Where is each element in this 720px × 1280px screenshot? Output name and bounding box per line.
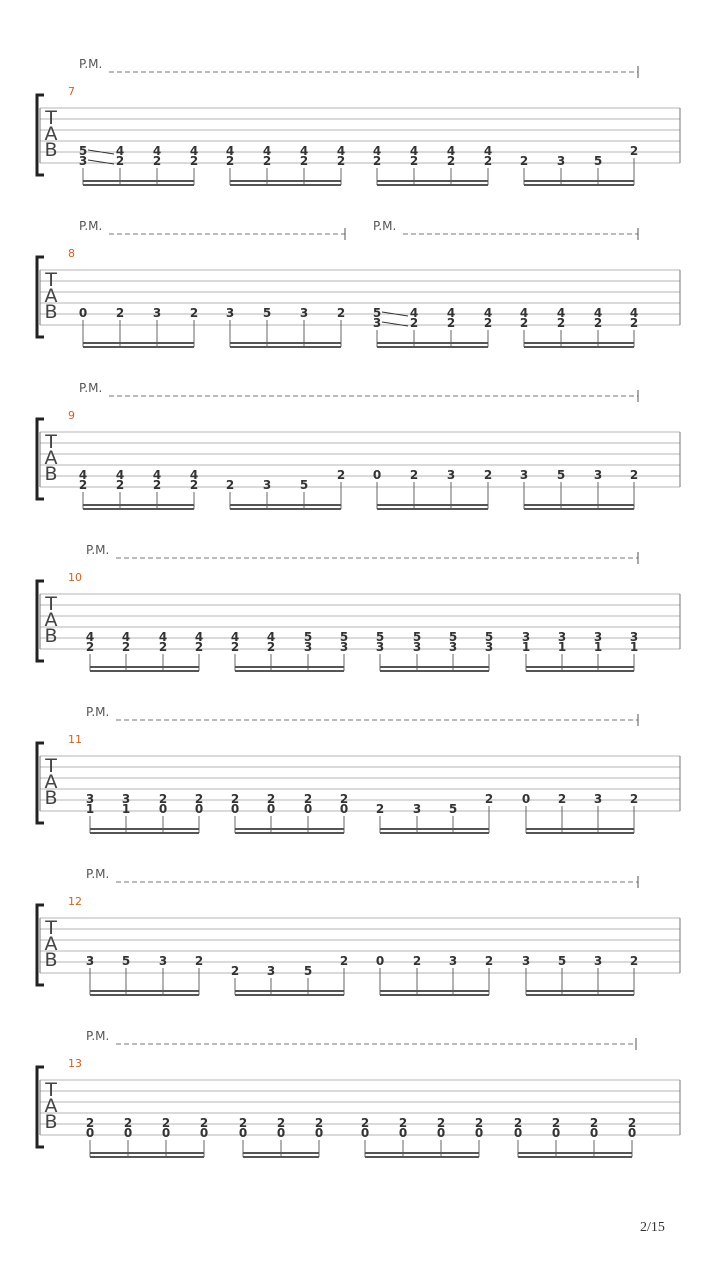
beam bbox=[377, 184, 488, 186]
tab-clef-letter: B bbox=[44, 301, 58, 323]
fret-number: 2 bbox=[519, 154, 529, 168]
fret-number: 4 bbox=[483, 144, 493, 158]
fret-number: 2 bbox=[314, 1116, 324, 1130]
fret-number: 5 bbox=[78, 144, 88, 158]
measure-number: 12 bbox=[68, 895, 82, 908]
fret-number: 0 bbox=[199, 1126, 209, 1140]
beam bbox=[90, 994, 199, 996]
fret-number: 3 bbox=[629, 630, 639, 644]
beam bbox=[524, 184, 634, 186]
beam bbox=[380, 832, 489, 834]
tab-system bbox=[37, 381, 680, 510]
fret-number: 4 bbox=[409, 144, 419, 158]
tab-clef-letter: B bbox=[44, 787, 58, 809]
fret-number: 5 bbox=[557, 954, 567, 968]
fret-number: 5 bbox=[484, 630, 494, 644]
beam bbox=[230, 180, 341, 182]
tab-clef-letter: A bbox=[44, 771, 58, 793]
fret-number: 0 bbox=[551, 1126, 561, 1140]
fret-number: 2 bbox=[409, 154, 419, 168]
fret-number: 2 bbox=[230, 792, 240, 806]
fret-number: 2 bbox=[372, 154, 382, 168]
tab-clef-letter: T bbox=[45, 917, 57, 939]
fret-number: 3 bbox=[121, 792, 131, 806]
fret-number: 4 bbox=[446, 306, 456, 320]
beam bbox=[526, 832, 634, 834]
fret-number: 2 bbox=[589, 1116, 599, 1130]
fret-number: 4 bbox=[152, 144, 162, 158]
tab-clef-letter: B bbox=[44, 625, 58, 647]
fret-number: 3 bbox=[372, 316, 382, 330]
fret-number: 3 bbox=[339, 640, 349, 654]
fret-number: 5 bbox=[375, 630, 385, 644]
fret-number: 2 bbox=[339, 792, 349, 806]
fret-number: 3 bbox=[557, 630, 567, 644]
fret-number: 2 bbox=[121, 640, 131, 654]
tab-clef-letter: A bbox=[44, 933, 58, 955]
fret-number: 3 bbox=[593, 630, 603, 644]
fret-number: 3 bbox=[85, 954, 95, 968]
fret-number: 4 bbox=[85, 630, 95, 644]
beam bbox=[83, 180, 194, 182]
fret-number: 3 bbox=[521, 630, 531, 644]
fret-number: 0 bbox=[303, 802, 313, 816]
fret-number: 3 bbox=[448, 954, 458, 968]
fret-number: 2 bbox=[398, 1116, 408, 1130]
tab-clef-letter: T bbox=[45, 269, 57, 291]
fret-number: 5 bbox=[556, 468, 566, 482]
fret-number: 2 bbox=[483, 468, 493, 482]
tab-system bbox=[37, 543, 680, 672]
fret-number: 0 bbox=[372, 468, 382, 482]
tab-system bbox=[37, 1029, 680, 1158]
fret-number: 2 bbox=[238, 1116, 248, 1130]
fret-number: 4 bbox=[115, 468, 125, 482]
fret-number: 2 bbox=[551, 1116, 561, 1130]
fret-number: 2 bbox=[483, 316, 493, 330]
fret-number: 4 bbox=[78, 468, 88, 482]
beam bbox=[90, 666, 199, 668]
fret-number: 2 bbox=[194, 792, 204, 806]
fret-number: 0 bbox=[589, 1126, 599, 1140]
tab-clef-letter: B bbox=[44, 949, 58, 971]
fret-number: 2 bbox=[629, 954, 639, 968]
beam bbox=[524, 346, 634, 348]
beam bbox=[83, 504, 194, 506]
beam bbox=[90, 1152, 204, 1154]
beam bbox=[90, 832, 199, 834]
fret-number: 0 bbox=[238, 1126, 248, 1140]
beam bbox=[230, 184, 341, 186]
fret-number: 0 bbox=[85, 1126, 95, 1140]
fret-number: 3 bbox=[446, 468, 456, 482]
fret-number: 2 bbox=[629, 144, 639, 158]
fret-number: 5 bbox=[448, 630, 458, 644]
tab-clef-letter: B bbox=[44, 139, 58, 161]
fret-number: 2 bbox=[593, 316, 603, 330]
fret-number: 3 bbox=[412, 640, 422, 654]
beam bbox=[243, 1152, 319, 1154]
fret-number: 3 bbox=[448, 640, 458, 654]
palm-mute-label: P.M. bbox=[86, 543, 110, 557]
fret-number: 0 bbox=[314, 1126, 324, 1140]
tab-clef-letter: T bbox=[45, 431, 57, 453]
fret-number: 2 bbox=[78, 478, 88, 492]
beam bbox=[235, 994, 344, 996]
fret-number: 2 bbox=[484, 792, 494, 806]
fret-number: 4 bbox=[194, 630, 204, 644]
fret-number: 0 bbox=[339, 802, 349, 816]
beam bbox=[526, 990, 634, 992]
tab-system bbox=[37, 867, 680, 996]
fret-number: 2 bbox=[152, 154, 162, 168]
fret-number: 2 bbox=[336, 468, 346, 482]
measure-number: 10 bbox=[68, 571, 82, 584]
beam bbox=[380, 994, 489, 996]
fret-number: 2 bbox=[519, 316, 529, 330]
fret-number: 3 bbox=[266, 964, 276, 978]
beam bbox=[526, 994, 634, 996]
fret-number: 3 bbox=[299, 306, 309, 320]
fret-number: 2 bbox=[409, 468, 419, 482]
fret-number: 2 bbox=[484, 954, 494, 968]
beam bbox=[365, 1156, 479, 1158]
fret-number: 4 bbox=[593, 306, 603, 320]
fret-number: 3 bbox=[593, 792, 603, 806]
tab-clef-letter: B bbox=[44, 463, 58, 485]
fret-number: 2 bbox=[299, 154, 309, 168]
measure-number: 8 bbox=[68, 247, 75, 260]
fret-number: 3 bbox=[152, 306, 162, 320]
fret-number: 1 bbox=[521, 640, 531, 654]
fret-number: 2 bbox=[266, 640, 276, 654]
beam bbox=[243, 1156, 319, 1158]
fret-number: 4 bbox=[629, 306, 639, 320]
fret-number: 1 bbox=[121, 802, 131, 816]
fret-number: 2 bbox=[446, 316, 456, 330]
beam bbox=[230, 342, 341, 344]
tab-clef-letter: T bbox=[45, 755, 57, 777]
fret-number: 4 bbox=[189, 468, 199, 482]
beam bbox=[524, 342, 634, 344]
fret-number: 5 bbox=[412, 630, 422, 644]
fret-number: 2 bbox=[189, 478, 199, 492]
fret-number: 5 bbox=[303, 964, 313, 978]
fret-number: 4 bbox=[372, 144, 382, 158]
fret-number: 3 bbox=[593, 954, 603, 968]
fret-number: 5 bbox=[303, 630, 313, 644]
fret-number: 3 bbox=[521, 954, 531, 968]
beam bbox=[365, 1152, 479, 1154]
fret-number: 2 bbox=[225, 154, 235, 168]
fret-number: 4 bbox=[225, 144, 235, 158]
fret-number: 0 bbox=[158, 802, 168, 816]
fret-number: 2 bbox=[436, 1116, 446, 1130]
beam bbox=[377, 346, 488, 348]
fret-number: 5 bbox=[448, 802, 458, 816]
palm-mute-label: P.M. bbox=[79, 57, 103, 71]
fret-number: 2 bbox=[629, 792, 639, 806]
beam bbox=[235, 828, 344, 830]
fret-number: 0 bbox=[266, 802, 276, 816]
fret-number: 2 bbox=[115, 306, 125, 320]
fret-number: 2 bbox=[199, 1116, 209, 1130]
fret-number: 5 bbox=[593, 154, 603, 168]
fret-number: 0 bbox=[276, 1126, 286, 1140]
fret-number: 2 bbox=[303, 792, 313, 806]
palm-mute-label: P.M. bbox=[86, 1029, 110, 1043]
fret-number: 2 bbox=[629, 316, 639, 330]
beam bbox=[235, 670, 344, 672]
fret-number: 3 bbox=[158, 954, 168, 968]
tab-clef-letter: A bbox=[44, 1095, 58, 1117]
fret-number: 4 bbox=[519, 306, 529, 320]
beam bbox=[83, 508, 194, 510]
fret-number: 5 bbox=[299, 478, 309, 492]
fret-number: 1 bbox=[593, 640, 603, 654]
fret-number: 2 bbox=[115, 154, 125, 168]
beam bbox=[526, 670, 634, 672]
beam bbox=[524, 508, 634, 510]
beam bbox=[230, 504, 341, 506]
fret-number: 2 bbox=[412, 954, 422, 968]
tab-clef-letter: T bbox=[45, 1079, 57, 1101]
fret-number: 4 bbox=[556, 306, 566, 320]
fret-number: 0 bbox=[436, 1126, 446, 1140]
tab-clef-letter: T bbox=[45, 593, 57, 615]
palm-mute-label: P.M. bbox=[86, 867, 110, 881]
fret-number: 3 bbox=[375, 640, 385, 654]
tab-system bbox=[37, 57, 680, 186]
fret-number: 2 bbox=[339, 954, 349, 968]
fret-number: 2 bbox=[513, 1116, 523, 1130]
fret-number: 0 bbox=[627, 1126, 637, 1140]
fret-number: 2 bbox=[123, 1116, 133, 1130]
fret-number: 3 bbox=[519, 468, 529, 482]
fret-number: 3 bbox=[412, 802, 422, 816]
fret-number: 0 bbox=[398, 1126, 408, 1140]
tab-system bbox=[37, 705, 680, 834]
fret-number: 3 bbox=[303, 640, 313, 654]
beam bbox=[235, 832, 344, 834]
beam bbox=[83, 184, 194, 186]
beam bbox=[90, 670, 199, 672]
fret-number: 0 bbox=[375, 954, 385, 968]
fret-number: 3 bbox=[484, 640, 494, 654]
beam bbox=[235, 666, 344, 668]
fret-number: 5 bbox=[372, 306, 382, 320]
beam bbox=[526, 666, 634, 668]
fret-number: 2 bbox=[360, 1116, 370, 1130]
fret-number: 2 bbox=[446, 154, 456, 168]
beam bbox=[524, 180, 634, 182]
fret-number: 2 bbox=[194, 640, 204, 654]
beam bbox=[377, 180, 488, 182]
fret-number: 4 bbox=[446, 144, 456, 158]
fret-number: 4 bbox=[299, 144, 309, 158]
page-number: 2/15 bbox=[640, 1220, 665, 1235]
beam bbox=[380, 828, 489, 830]
fret-number: 5 bbox=[121, 954, 131, 968]
fret-number: 2 bbox=[225, 478, 235, 492]
fret-number: 2 bbox=[230, 964, 240, 978]
tab-clef-letter: A bbox=[44, 285, 58, 307]
beam bbox=[90, 1156, 204, 1158]
beam bbox=[230, 346, 341, 348]
fret-number: 1 bbox=[557, 640, 567, 654]
fret-number: 1 bbox=[629, 640, 639, 654]
fret-number: 0 bbox=[194, 802, 204, 816]
measure-number: 11 bbox=[68, 733, 82, 746]
fret-number: 2 bbox=[230, 640, 240, 654]
palm-mute-label: P.M. bbox=[79, 219, 103, 233]
fret-number: 4 bbox=[152, 468, 162, 482]
beam bbox=[83, 342, 194, 344]
fret-number: 0 bbox=[521, 792, 531, 806]
fret-number: 2 bbox=[158, 792, 168, 806]
fret-number: 0 bbox=[513, 1126, 523, 1140]
beam bbox=[90, 990, 199, 992]
tab-clef-letter: A bbox=[44, 123, 58, 145]
fret-number: 3 bbox=[262, 478, 272, 492]
fret-number: 5 bbox=[339, 630, 349, 644]
fret-number: 4 bbox=[262, 144, 272, 158]
fret-number: 2 bbox=[85, 640, 95, 654]
fret-number: 4 bbox=[409, 306, 419, 320]
tab-system bbox=[37, 219, 680, 348]
beam bbox=[377, 508, 488, 510]
measure-number: 13 bbox=[68, 1057, 82, 1070]
fret-number: 3 bbox=[556, 154, 566, 168]
measure-number: 7 bbox=[68, 85, 75, 98]
beam bbox=[235, 990, 344, 992]
fret-number: 3 bbox=[593, 468, 603, 482]
beam bbox=[83, 346, 194, 348]
fret-number: 4 bbox=[266, 630, 276, 644]
fret-number: 0 bbox=[474, 1126, 484, 1140]
fret-number: 2 bbox=[409, 316, 419, 330]
fret-number: 2 bbox=[336, 306, 346, 320]
fret-number: 2 bbox=[336, 154, 346, 168]
fret-number: 2 bbox=[262, 154, 272, 168]
fret-number: 0 bbox=[78, 306, 88, 320]
tab-clef-letter: A bbox=[44, 447, 58, 469]
fret-number: 2 bbox=[189, 154, 199, 168]
fret-number: 4 bbox=[115, 144, 125, 158]
fret-number: 2 bbox=[158, 640, 168, 654]
fret-number: 2 bbox=[627, 1116, 637, 1130]
fret-number: 0 bbox=[161, 1126, 171, 1140]
tab-clef-letter: A bbox=[44, 609, 58, 631]
measure-number: 9 bbox=[68, 409, 75, 422]
beam bbox=[524, 504, 634, 506]
palm-mute-label: P.M. bbox=[86, 705, 110, 719]
fret-number: 4 bbox=[336, 144, 346, 158]
beam bbox=[377, 342, 488, 344]
fret-number: 2 bbox=[85, 1116, 95, 1130]
fret-number: 3 bbox=[78, 154, 88, 168]
fret-number: 2 bbox=[115, 478, 125, 492]
fret-number: 5 bbox=[262, 306, 272, 320]
fret-number: 2 bbox=[194, 954, 204, 968]
fret-number: 2 bbox=[556, 316, 566, 330]
fret-number: 1 bbox=[85, 802, 95, 816]
beam bbox=[377, 504, 488, 506]
fret-number: 2 bbox=[266, 792, 276, 806]
fret-number: 4 bbox=[230, 630, 240, 644]
fret-number: 2 bbox=[152, 478, 162, 492]
fret-number: 0 bbox=[230, 802, 240, 816]
beam bbox=[90, 828, 199, 830]
fret-number: 0 bbox=[123, 1126, 133, 1140]
beam bbox=[380, 990, 489, 992]
fret-number: 2 bbox=[161, 1116, 171, 1130]
fret-number: 2 bbox=[189, 306, 199, 320]
fret-number: 2 bbox=[474, 1116, 484, 1130]
fret-number: 4 bbox=[121, 630, 131, 644]
fret-number: 4 bbox=[189, 144, 199, 158]
beam bbox=[380, 670, 489, 672]
fret-number: 2 bbox=[276, 1116, 286, 1130]
tab-clef-letter: B bbox=[44, 1111, 58, 1133]
beam bbox=[518, 1156, 632, 1158]
fret-number: 2 bbox=[629, 468, 639, 482]
fret-number: 4 bbox=[483, 306, 493, 320]
fret-number: 4 bbox=[158, 630, 168, 644]
fret-number: 2 bbox=[483, 154, 493, 168]
fret-number: 3 bbox=[225, 306, 235, 320]
fret-number: 3 bbox=[85, 792, 95, 806]
palm-mute-label: P.M. bbox=[79, 381, 103, 395]
fret-number: 2 bbox=[557, 792, 567, 806]
palm-mute-label: P.M. bbox=[373, 219, 397, 233]
beam bbox=[230, 508, 341, 510]
tab-clef-letter: T bbox=[45, 107, 57, 129]
fret-number: 2 bbox=[375, 802, 385, 816]
fret-number: 0 bbox=[360, 1126, 370, 1140]
beam bbox=[518, 1152, 632, 1154]
beam bbox=[526, 828, 634, 830]
beam bbox=[380, 666, 489, 668]
